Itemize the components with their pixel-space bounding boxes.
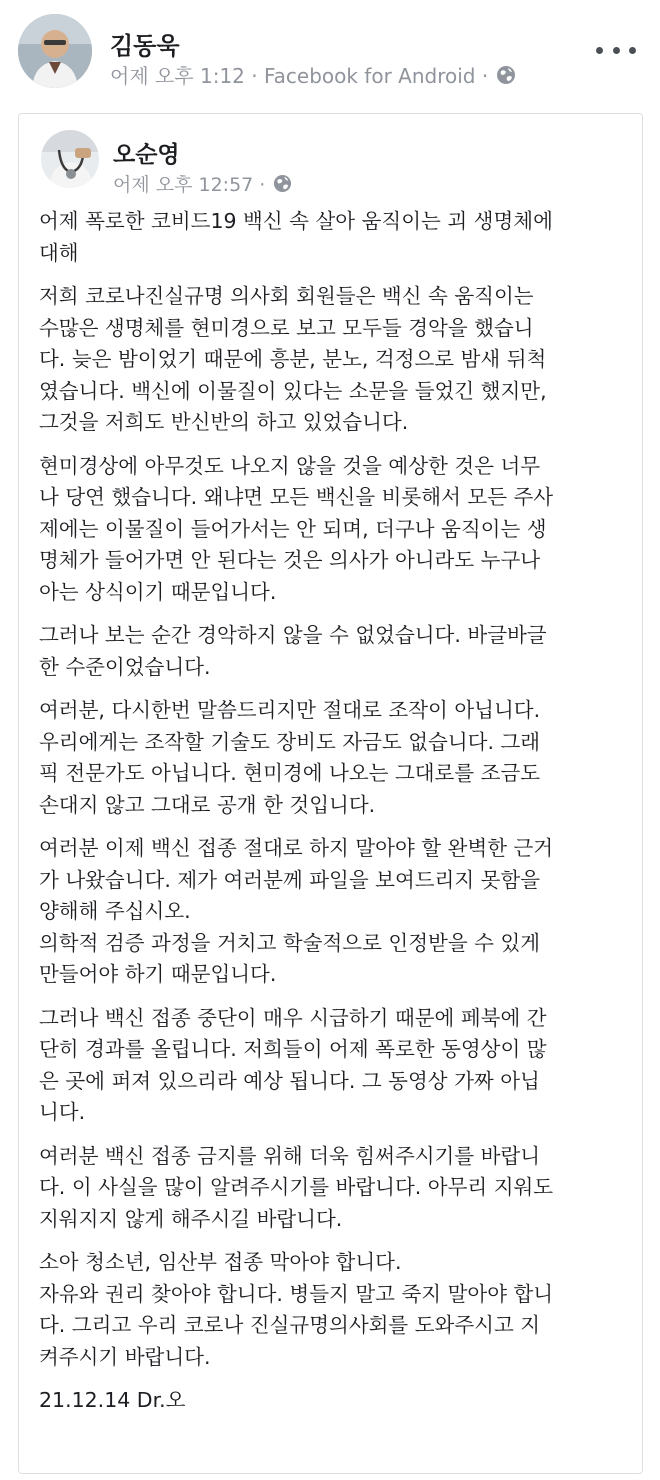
post-text-line: 21.12.14 Dr.오 xyxy=(39,1388,186,1412)
post-meta xyxy=(110,60,516,89)
post-paragraph xyxy=(39,1385,627,1417)
post-text-line: 의학적 검증 과정을 거치고 학술적으로 인정받을 수 있게 xyxy=(39,930,541,955)
post-text-line: 자유와 권리 찾아야 합니다. 병들지 말고 죽지 말아야 합니 xyxy=(39,1281,554,1306)
author-avatar[interactable] xyxy=(18,14,92,88)
post-text-line: 손대지 않고 그대로 공개 한 것입니다. xyxy=(39,792,376,817)
more-options-button[interactable] xyxy=(596,38,636,62)
more-dot xyxy=(629,47,636,54)
author-name[interactable]: 김동욱 xyxy=(110,32,180,60)
post-paragraph xyxy=(39,1003,627,1129)
globe-icon xyxy=(496,65,516,85)
post-text-line: 단히 경과를 올립니다. 저희들이 어제 폭로한 동영상이 많 xyxy=(39,1037,547,1061)
globe-icon xyxy=(273,174,292,193)
post-text-line: 양해해 주십시오. xyxy=(39,899,191,923)
post-text-line: 다. 이 사실을 많이 알려주시기를 바랍니다. 아무리 지워도 xyxy=(39,1175,554,1199)
shared-author-avatar[interactable] xyxy=(41,130,99,188)
post-timestamp[interactable]: 어제 오후 1:12 · Facebook for Android · xyxy=(110,64,489,88)
post-text-line: 여러분 이제 백신 접종 절대로 하지 말아야 할 완벽한 근거 xyxy=(39,836,554,860)
post-text-line: 한 수준이었습니다. xyxy=(39,654,211,679)
post-text-line: 다. 늦은 밤이었기 때문에 흥분, 분노, 걱정으로 밤새 뒤척 xyxy=(39,347,547,371)
post-paragraph xyxy=(39,451,627,609)
post-text-line: 어제 폭로한 코비드19 백신 속 살아 움직이는 괴 생명체에 xyxy=(39,209,553,233)
post-paragraph xyxy=(39,1247,627,1373)
post-text-line: 그러나 보는 순간 경악하지 않을 수 없었습니다. 바글바글 xyxy=(39,623,547,647)
post-text-line: 제에는 이물질이 들어가서는 안 되며, 더구나 움직이는 생 xyxy=(39,516,547,541)
post-text-line: 지워지지 않게 해주시길 바랍니다. xyxy=(39,1206,343,1231)
post-text-line: 은 곳에 퍼져 있으리라 예상 됩니다. 그 동영상 가짜 아닙 xyxy=(39,1068,540,1093)
post-text-line: 그러나 백신 접종 중단이 매우 시급하기 때문에 페북에 간 xyxy=(39,1005,547,1030)
post-paragraph xyxy=(39,206,627,269)
more-dot xyxy=(613,47,620,54)
post-header xyxy=(18,14,642,94)
post-text-line: 여러분 백신 접종 금지를 위해 더욱 힘써주시기를 바랍니 xyxy=(39,1143,541,1168)
post-text-line: 만들어야 하기 때문입니다. xyxy=(39,962,277,986)
shared-author-name[interactable]: 오순영 xyxy=(113,142,180,168)
shared-post-body xyxy=(39,206,627,1429)
post-text-line: 대해 xyxy=(39,240,79,265)
post-paragraph xyxy=(39,833,627,991)
post-text-line: 우리에게는 조작할 기술도 장비도 자금도 없습니다. 그래 xyxy=(39,729,541,754)
post-text-line: 저희 코로나진실규명 의사회 회원들은 백신 속 움직이는 xyxy=(39,284,534,308)
more-dot xyxy=(596,47,603,54)
shared-post-header xyxy=(41,130,621,200)
post-text-line: 명체가 들어가면 안 된다는 것은 의사가 아니라도 누구나 xyxy=(39,548,541,572)
post-paragraph xyxy=(39,281,627,439)
shared-post-meta xyxy=(113,170,292,197)
post-text-line: 나 당연 했습니다. 왜냐면 모든 백신을 비롯해서 모든 주사 xyxy=(39,485,554,509)
post-text-line: 켜주시기 바랍니다. xyxy=(39,1344,211,1369)
post-text-line: 소아 청소년, 임산부 접종 막아야 합니다. xyxy=(39,1250,402,1274)
post-text-line: 다. 그리고 우리 코로나 진실규명의사회를 도와주시고 지 xyxy=(39,1313,541,1337)
post-text-line: 아는 상식이기 때문입니다. xyxy=(39,579,277,604)
post-paragraph xyxy=(39,620,627,683)
post-text-line: 가 나왔습니다. 제가 여러분께 파일을 보여드리지 못함을 xyxy=(39,867,541,892)
post-text-line: 여러분, 다시한번 말씀드리지만 절대로 조작이 아닙니다. xyxy=(39,698,541,722)
post-text-line: 수많은 생명체를 현미경으로 보고 모두들 경악을 했습니 xyxy=(39,315,534,340)
post-text-line: 였습니다. 백신에 이물질이 있다는 소문을 들었긴 했지만, xyxy=(39,378,547,403)
shared-post-card[interactable] xyxy=(18,113,643,1474)
post-paragraph xyxy=(39,1141,627,1236)
post-text-line: 현미경상에 아무것도 나오지 않을 것을 예상한 것은 너무 xyxy=(39,453,541,478)
post-text-line: 그것을 저희도 반신반의 하고 있었습니다. xyxy=(39,410,409,434)
post-text-line: 니다. xyxy=(39,1100,86,1124)
post-paragraph xyxy=(39,695,627,821)
post-text-line: 픽 전문가도 아닙니다. 현미경에 나오는 그대로를 조금도 xyxy=(39,761,541,785)
shared-post-timestamp[interactable]: 어제 오후 12:57 · xyxy=(113,174,266,196)
